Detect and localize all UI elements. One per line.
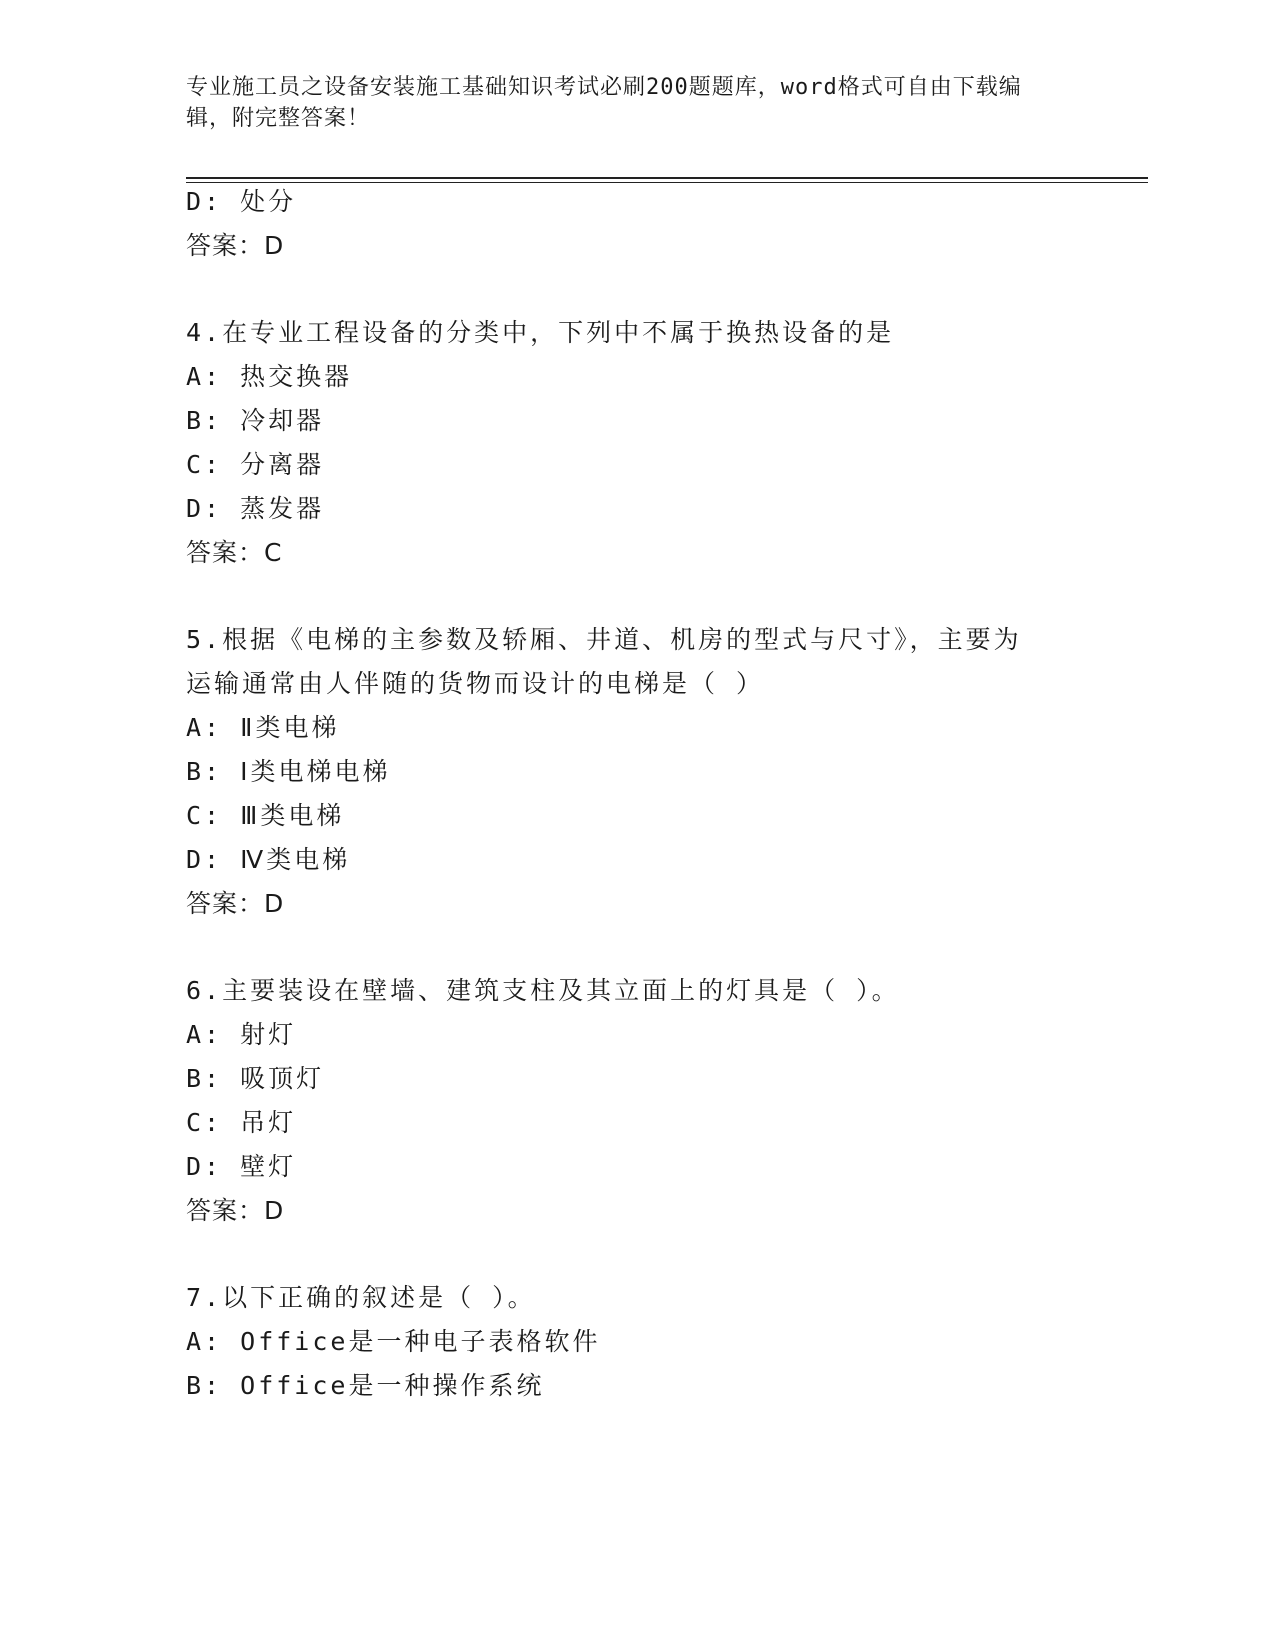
question-5-option-c: C: Ⅲ类电梯 [186,801,345,830]
prev-answer: 答案：D [186,231,285,260]
question-6-option-c: C: 吊灯 [186,1108,297,1137]
header-rule-thick [186,177,1148,179]
question-7-option-b: B: Office是一种操作系统 [186,1371,545,1400]
question-4-answer: 答案：C [186,538,283,567]
question-4-option-d: D: 蒸发器 [186,494,325,523]
question-4-option-b: B: 冷却器 [186,406,325,435]
question-6-option-a: A: 射灯 [186,1020,297,1049]
question-6-option-d: D: 壁灯 [186,1152,297,1181]
page-header: 专业施工员之设备安装施工基础知识考试必刷200题题库，word格式可自由下载编辑，附完整答案！ [186,75,1022,131]
question-4-stem: 4.在专业工程设备的分类中，下列中不属于换热设备的是 [186,318,895,347]
header-rule-thin [186,182,1148,183]
prev-option-d: D: 处分 [186,187,297,216]
question-7-option-a: A: Office是一种电子表格软件 [186,1327,601,1356]
question-6-option-b: B: 吸顶灯 [186,1064,325,1093]
question-5-stem-line-1: 5.根据《电梯的主参数及轿厢、井道、机房的型式与尺寸》，主要为 [186,625,1022,654]
question-6-answer: 答案：D [186,1196,285,1225]
question-7-stem: 7.以下正确的叙述是（ ）。 [186,1283,536,1312]
question-5-option-b: B: Ⅰ类电梯电梯 [186,757,391,786]
question-4-option-c: C: 分离器 [186,450,325,479]
question-5-option-a: A: Ⅱ类电梯 [186,713,340,742]
question-5-answer: 答案：D [186,889,285,918]
question-4-option-a: A: 热交换器 [186,362,353,391]
question-5-stem-line-2: 运输通常由人伴随的货物而设计的电梯是（ ） [186,669,765,698]
question-5-option-d: D: Ⅳ类电梯 [186,845,351,874]
question-6-stem: 6.主要装设在壁墙、建筑支柱及其立面上的灯具是（ ）。 [186,976,900,1005]
